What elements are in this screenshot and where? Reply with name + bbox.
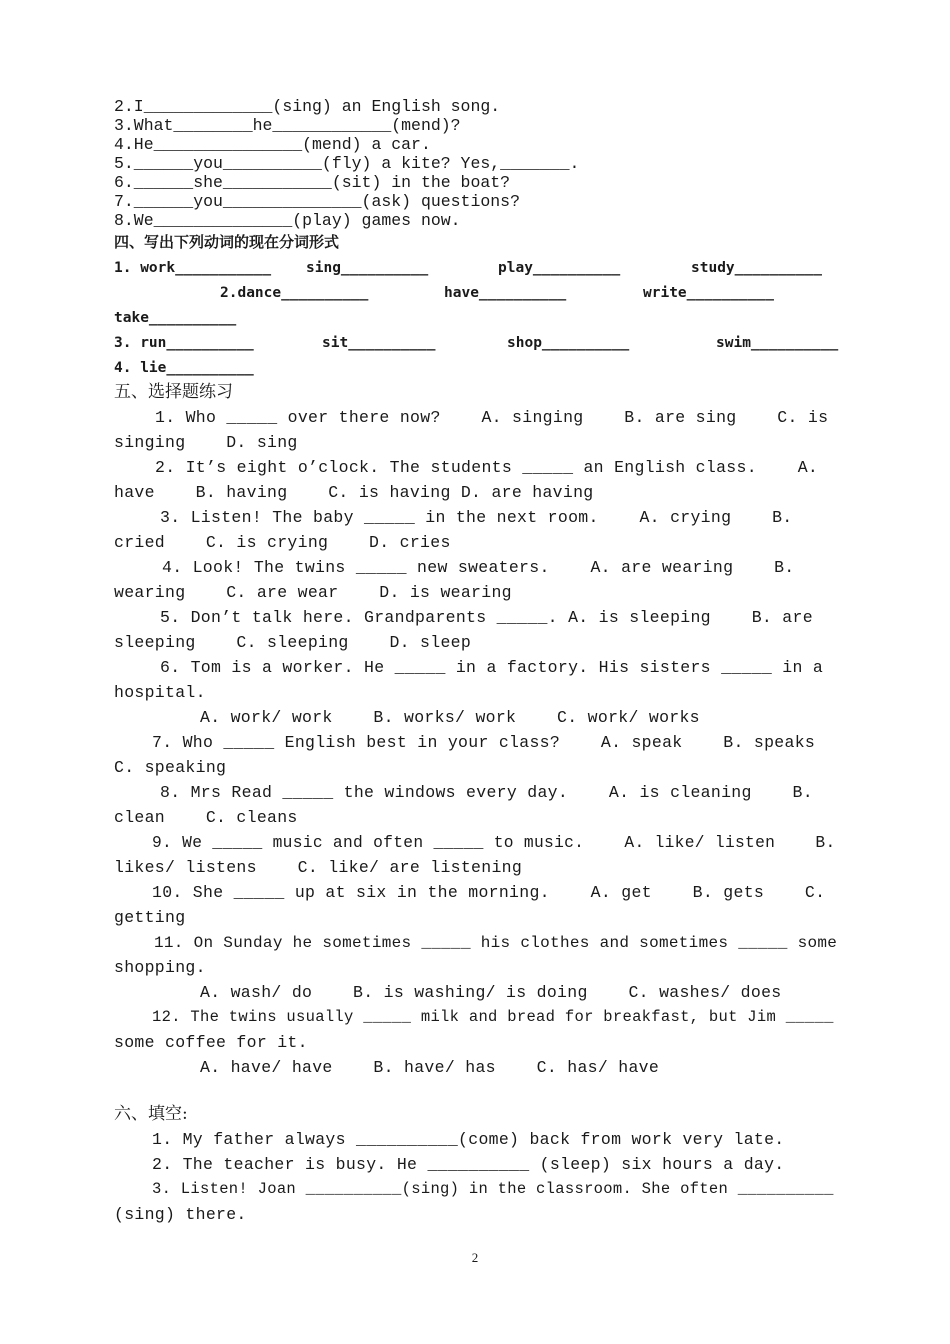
question-line: getting xyxy=(114,908,186,927)
verb-item: study__________ xyxy=(691,260,822,276)
question-line: wearing C. are wear D. is wearing xyxy=(114,583,512,602)
question-line: 12. The twins usually _____ milk and bread for breakfast, but Jim _____ xyxy=(152,1008,834,1026)
exercise-line: 2.I_____________(sing) an English song. xyxy=(114,97,501,116)
verb-item: shop__________ xyxy=(507,335,630,351)
question-line: sleeping C. sleeping D. sleep xyxy=(114,633,472,652)
fill-line: 3. Listen! Joan __________(sing) in the classroom. She often __________ xyxy=(152,1180,834,1198)
page-number: 2 xyxy=(471,1250,479,1265)
question-line: cried C. is crying D. cries xyxy=(114,533,451,552)
verb-item: sing__________ xyxy=(306,260,429,276)
question-line: A. work/ work B. works/ work C. work/ works xyxy=(200,708,700,727)
question-line: 5. Don’t talk here. Grandparents _____. A. is sleeping B. are xyxy=(160,608,813,627)
verb-item: play__________ xyxy=(498,260,621,276)
question-line: 3. Listen! The baby _____ in the next room. A. crying B. xyxy=(160,508,793,527)
section-heading: 五、选择题练习 xyxy=(114,382,233,402)
verb-item: take__________ xyxy=(114,310,237,326)
question-line: 7. Who _____ English best in your class? A. speak B. speaks xyxy=(152,733,816,752)
question-line: A. have/ have B. have/ has C. has/ have xyxy=(200,1058,660,1077)
question-line: hospital. xyxy=(114,683,206,702)
question-line: C. speaking xyxy=(114,758,227,777)
verb-item: write__________ xyxy=(643,285,774,301)
verb-item: 1. work___________ xyxy=(114,260,272,276)
fill-line: 2. The teacher is busy. He __________ (sleep) six hours a day. xyxy=(152,1155,785,1174)
question-line: 4. Look! The twins _____ new sweaters. A. are wearing B. xyxy=(162,558,795,577)
question-line: some coffee for it. xyxy=(114,1033,308,1052)
fill-line: (sing) there. xyxy=(114,1205,247,1224)
question-line: 1. Who _____ over there now? A. singing B. are sing C. is xyxy=(155,408,829,427)
section-heading: 四、写出下列动词的现在分词形式 xyxy=(114,233,340,251)
verb-item: 4. lie__________ xyxy=(114,360,254,376)
verb-item: have__________ xyxy=(444,285,567,301)
exercise-line: 5.______you__________(fly) a kite? Yes,_______. xyxy=(114,154,580,173)
verb-item: 2.dance__________ xyxy=(220,285,369,301)
section-heading: 六、填空: xyxy=(114,1104,188,1124)
exercise-line: 8.We______________(play) games now. xyxy=(114,211,461,230)
question-line: 6. Tom is a worker. He _____ in a factory. His sisters _____ in a xyxy=(160,658,824,677)
exercise-line: 7.______you______________(ask) questions? xyxy=(114,192,520,211)
fill-line: 1. My father always __________(come) back from work very late. xyxy=(152,1130,785,1149)
question-line: 8. Mrs Read _____ the windows every day. A. is cleaning B. xyxy=(160,783,813,802)
verb-item: swim__________ xyxy=(716,335,839,351)
question-line: shopping. xyxy=(114,958,206,977)
question-line: likes/ listens C. like/ are listening xyxy=(114,858,523,877)
question-line: 2. It’s eight o’clock. The students _____ an English class. A. xyxy=(155,458,819,477)
question-line: A. wash/ do B. is washing/ is doing C. washes/ does xyxy=(200,983,782,1002)
question-line: 10. She _____ up at six in the morning. A. get B. gets C. xyxy=(152,883,826,902)
exercise-line: 4.He_______________(mend) a car. xyxy=(114,135,431,154)
question-line: clean C. cleans xyxy=(114,808,298,827)
verb-item: sit__________ xyxy=(322,335,436,351)
question-line: 11. On Sunday he sometimes _____ his clothes and sometimes _____ some xyxy=(154,934,838,952)
question-line: have B. having C. is having D. are having xyxy=(114,483,594,502)
question-line: singing D. sing xyxy=(114,433,298,452)
verb-item: 3. run__________ xyxy=(114,335,254,351)
exercise-line: 6.______she___________(sit) in the boat? xyxy=(114,173,511,192)
question-line: 9. We _____ music and often _____ to music. A. like/ listen B. xyxy=(152,833,836,852)
exercise-line: 3.What________he____________(mend)? xyxy=(114,116,461,135)
